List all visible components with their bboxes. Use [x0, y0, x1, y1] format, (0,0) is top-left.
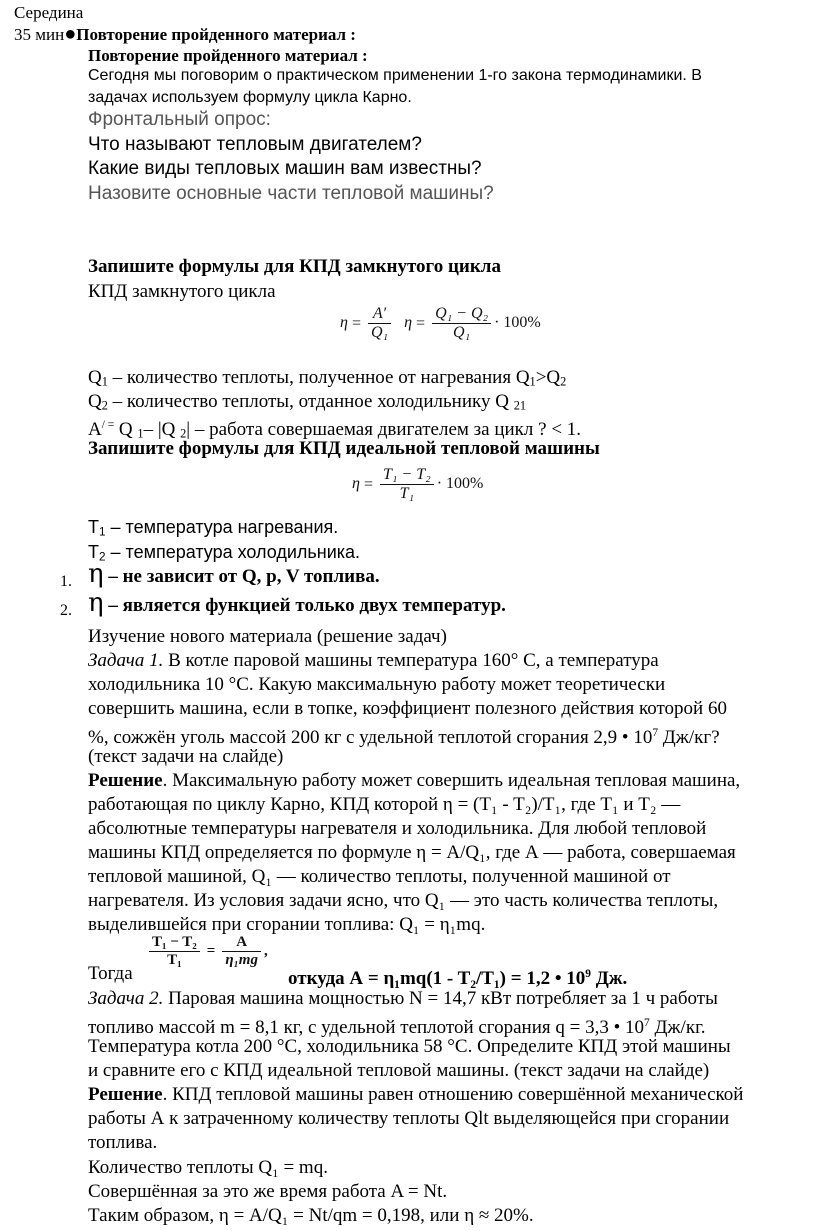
t2-definition: $T_2$ – температура холодильника.: [88, 542, 361, 564]
header-time: 35 мин: [14, 25, 65, 44]
formula-kpd-cycle: η = $\frac{A'}{\text{Q₁}}$ η = $\frac{\text{Q₁ − Q₂}}{\text{Q₁}}$ · 100%: [340, 305, 541, 341]
solution1-line-6: нагревателя. Из условия задачи ясно, что Q₁ — это часть количества теплоты,: [88, 890, 719, 911]
repeat-heading: Повторение пройденного материал :: [88, 46, 368, 65]
task2-line-1: Задача 2. Паровая машина мощностью N = 14,7 кВт потребляет за 1 ч работы: [88, 988, 718, 1009]
kpd-subheading: КПД замкнутого цикла: [88, 281, 276, 302]
task2-line-2: топливо массой m = 8,1 кг, с удельной теплотой сгорания q = 3,3 • $10^7$ Дж/кг.: [88, 1016, 706, 1038]
final-line-2: Совершённая за это же время работа A = Nt.: [88, 1181, 448, 1202]
solution1-line-7: выделившейся при сгорании топлива: Q₁ = η₁mq.: [88, 914, 486, 935]
work-definition: A/ = Q $_1$– |Q $_2$| – работа совершаемая двигателем за цикл ? < 1.: [88, 418, 582, 441]
header-row: [14, 23, 356, 46]
task1-line-1: Задача 1. В котле паровой машины температура 160° С, а температура: [88, 650, 659, 671]
list-item-2-number: 2.: [60, 602, 72, 619]
solution1-line-4: машины КПД определяется по формуле η = A/Q₁, где А — работа, совершаемая: [88, 842, 736, 863]
solution1-line-2: работающая по циклу Карно, КПД которой η = (T₁ - T₂)/T₁, где T₁ и T₂ —: [88, 794, 681, 815]
t1-definition: $T_1$ – температура нагревания.: [88, 517, 339, 539]
frontal-heading: Фронтальный опрос:: [88, 109, 271, 130]
togda-word: Тогда: [88, 963, 133, 984]
intro-line-2: задачах используем формулу цикла Карно.: [88, 89, 412, 106]
task1-line-5: (текст задачи на слайде): [88, 746, 284, 767]
ideal-heading: Запишите формулы для КПД идеальной тепловой машины: [88, 438, 600, 459]
formula-kpd-ideal: η = $\frac{\text{T₁ − T₂}}{\text{T₁}}$ · 100%: [352, 466, 484, 502]
task1-line-3: совершить машина, если в топке, коэффициент полезного действия которой 60: [88, 698, 727, 719]
header-label: Середина: [14, 3, 84, 22]
eta-symbol: η: [88, 559, 104, 589]
togda-formula: $\frac{\text{T₁ − T₂}}{\text{T₁}}$ = $\frac{A}{\text{η₁mg}}$ ,: [146, 934, 268, 969]
solution1-line-1: Решение. Максимальную работу может совершить идеальная тепловая машина,: [88, 770, 741, 791]
solution1-line-5: тепловой машиной, Q₁ — количество теплоты, полученной машиной от: [88, 866, 671, 887]
final-line-3: Таким образом, η = A/Q₁ = Nt/qm = 0,198, или η ≈ 20%.: [88, 1205, 534, 1226]
kpd-heading: Запишите формулы для КПД замкнутого цикла: [88, 256, 501, 277]
q1-definition: $Q_1$ – количество теплоты, полученное от нагревания $Q_1>Q_2$: [88, 367, 567, 389]
header-title: Повторение пройденного материал :: [76, 25, 356, 44]
question-2: Какие виды тепловых машин вам известны?: [88, 158, 482, 179]
task1-line-4: %, сожжён уголь массой 200 кг с удельной теплотой сгорания 2,9 • $10^7$ Дж/кг?: [88, 726, 720, 748]
intro-line-1: Сегодня мы поговорим о практическом применении 1-го закона термодинамики. В: [88, 67, 702, 84]
task1-line-2: холодильника 10 °С. Какую максимальную работу может теоретически: [88, 674, 666, 695]
q2-definition: $Q_2$ – количество теплоты, отданное холодильнику Q $_{21}$: [88, 391, 527, 413]
solution2-line-3: топлива.: [88, 1132, 158, 1153]
togda-result: откуда А = η₁mq(1 - T₂/T₁) = 1,2 • $10^9$ Дж.: [288, 967, 628, 989]
bullet-icon: ●: [64, 23, 77, 45]
eta-symbol: η: [88, 588, 104, 618]
new-material-heading: Изучение нового материала (решение задач): [88, 626, 447, 647]
solution2-line-2: работы А к затраченному количеству теплоты Qlt выделяющейся при сгорании: [88, 1108, 730, 1129]
solution1-line-3: абсолютные температуры нагревателя и холодильника. Для любой тепловой: [88, 818, 707, 839]
question-3: Назовите основные части тепловой машины?: [88, 183, 494, 204]
list-item-2: η – является функцией только двух температур.: [88, 588, 506, 618]
list-item-1: η – не зависит от Q, p, V топлива.: [88, 559, 380, 589]
task2-line-3: Температура котла 200 °С, холодильника 58 °С. Определите КПД этой машины: [88, 1036, 731, 1057]
list-item-1-number: 1.: [60, 573, 72, 590]
solution2-line-1: Решение. КПД тепловой машины равен отношению совершённой механической: [88, 1084, 744, 1105]
task2-line-4: и сравните его с КПД идеальной тепловой машины. (текст задачи на слайде): [88, 1060, 710, 1081]
question-1: Что называют тепловым двигателем?: [88, 134, 422, 155]
final-line-1: Количество теплоты Q₁ = mq.: [88, 1157, 328, 1178]
